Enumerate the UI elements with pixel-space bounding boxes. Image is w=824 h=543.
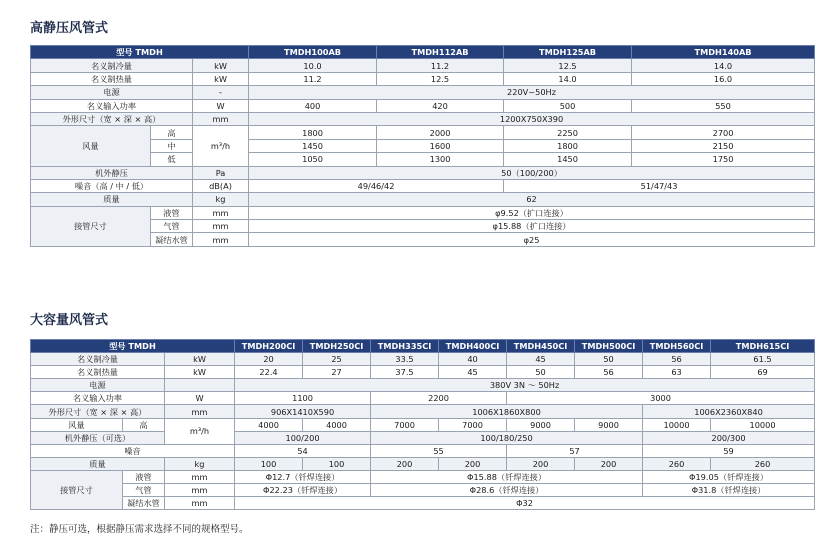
table-cell: 20: [235, 353, 303, 366]
table-cell: 1006X1860X800: [371, 405, 643, 418]
table-cell: Φ28.6（钎焊连接）: [371, 484, 643, 497]
footnote: 注：静压可选，根据静压需求选择不同的规格型号。: [30, 524, 249, 535]
table-cell: 45: [507, 353, 575, 366]
table-cell: 9000: [575, 418, 643, 431]
model-header: TMDH125AB: [504, 46, 632, 59]
table-cell: 1450: [249, 139, 377, 152]
row-label: 机外静压: [31, 166, 193, 179]
table-cell: 100: [235, 457, 303, 470]
model-header: TMDH615CI: [711, 340, 815, 353]
row-label: 质量: [31, 457, 165, 470]
row-unit: kW: [165, 366, 235, 379]
row-unit: mm: [193, 112, 249, 125]
table-cell: 7000: [439, 418, 507, 431]
table-cell: 400: [249, 99, 377, 112]
table-cell: 25: [303, 353, 371, 366]
table-cell: 2000: [377, 126, 504, 139]
table-cell: 12.5: [504, 59, 632, 72]
table-row: [31, 379, 815, 392]
row-unit: m³/h: [165, 418, 235, 444]
row-unit: mm: [165, 405, 235, 418]
table-cell: 12.5: [377, 72, 504, 85]
row-label: 机外静压（可选）: [31, 431, 165, 444]
table-row: [31, 353, 815, 366]
table-cell: Φ15.88（钎焊连接）: [371, 470, 643, 483]
model-header: TMDH400CI: [439, 340, 507, 353]
table-cell: 1800: [504, 139, 632, 152]
table-row: [31, 470, 815, 483]
row-label: 电源: [31, 86, 193, 99]
table-cell: 37.5: [371, 366, 439, 379]
table-cell: 11.2: [377, 59, 504, 72]
table-row: [31, 418, 815, 431]
row-sublabel: 凝结水管: [151, 233, 193, 246]
table-row: [31, 166, 815, 179]
row-label: 风量: [31, 418, 123, 431]
table-cell: 1450: [504, 153, 632, 166]
table-cell: 2250: [504, 126, 632, 139]
row-sublabel: 液管: [123, 470, 165, 483]
row-label: 接管尺寸: [31, 470, 123, 509]
table-row: [31, 59, 815, 72]
table-cell: Φ22.23（钎焊连接）: [235, 484, 371, 497]
row-unit: mm: [165, 484, 235, 497]
table-cell: 59: [643, 444, 815, 457]
row-label: 名义制冷量: [31, 59, 193, 72]
row-unit: dB(A): [193, 179, 249, 192]
model-header: TMDH140AB: [632, 46, 815, 59]
row-sublabel: 气管: [123, 484, 165, 497]
table-cell: 51/47/43: [504, 179, 815, 192]
table-cell: 500: [504, 99, 632, 112]
table-cell: 69: [711, 366, 815, 379]
table-cell: 50: [507, 366, 575, 379]
table-cell: 10.0: [249, 59, 377, 72]
section-title-high-static: 高静压风管式: [30, 21, 109, 36]
table-cell: 550: [632, 99, 815, 112]
table-row: [31, 86, 815, 99]
table-cell: 1600: [377, 139, 504, 152]
table-cell: 61.5: [711, 353, 815, 366]
table-cell: 100/200: [235, 431, 371, 444]
table-cell: 50（100/200）: [249, 166, 815, 179]
table-row: [31, 497, 815, 510]
table-cell: 3000: [507, 392, 815, 405]
table-cell: 420: [377, 99, 504, 112]
model-header: TMDH250CI: [303, 340, 371, 353]
row-unit: Pa: [193, 166, 249, 179]
row-label: 质量: [31, 193, 193, 206]
table-cell: 4000: [303, 418, 371, 431]
table-cell: 1200X750X390: [249, 112, 815, 125]
row-sublabel: 凝结水管: [123, 497, 165, 510]
table-cell: 1800: [249, 126, 377, 139]
row-label: 名义制热量: [31, 366, 165, 379]
row-unit: kW: [193, 59, 249, 72]
row-unit: kW: [193, 72, 249, 85]
row-unit: -: [193, 86, 249, 99]
table-cell: 49/46/42: [249, 179, 504, 192]
table-cell: φ25: [249, 233, 815, 246]
table-cell: 27: [303, 366, 371, 379]
row-label: 名义制冷量: [31, 353, 165, 366]
table-cell: 1300: [377, 153, 504, 166]
row-sublabel: 气管: [151, 220, 193, 233]
table-cell: Φ12.7（钎焊连接）: [235, 470, 371, 483]
row-label: 接管尺寸: [31, 206, 151, 246]
table-cell: 380V 3N ～ 50Hz: [235, 379, 815, 392]
table-header-row: [31, 340, 815, 353]
table-row: [31, 405, 815, 418]
table-row: [31, 99, 815, 112]
table-cell: 45: [439, 366, 507, 379]
table-cell: 200/300: [643, 431, 815, 444]
table-row: [31, 366, 815, 379]
table-cell: 1050: [249, 153, 377, 166]
table-cell: Φ19.05（钎焊连接）: [643, 470, 815, 483]
table-cell: 50: [575, 353, 643, 366]
table-cell: φ15.88（扩口连接）: [249, 220, 815, 233]
table-cell: 55: [371, 444, 507, 457]
row-unit: mm: [193, 206, 249, 219]
row-sublabel: 中: [151, 139, 193, 152]
table-cell: 22.4: [235, 366, 303, 379]
row-unit: W: [193, 99, 249, 112]
row-unit: mm: [165, 470, 235, 483]
model-header: TMDH450CI: [507, 340, 575, 353]
row-sublabel: 高: [151, 126, 193, 139]
row-label: 外形尺寸（宽 × 深 × 高）: [31, 405, 165, 418]
table-cell: 200: [439, 457, 507, 470]
table-cell: 54: [235, 444, 371, 457]
table-cell: 10000: [711, 418, 815, 431]
table-row: [31, 126, 815, 139]
table-cell: 16.0: [632, 72, 815, 85]
row-unit: mm: [193, 233, 249, 246]
row-unit: m³/h: [193, 126, 249, 166]
table-cell: 2700: [632, 126, 815, 139]
row-label: 噪音（高 / 中 / 低）: [31, 179, 193, 192]
spec-table-high-static: [30, 45, 815, 247]
table-cell: 40: [439, 353, 507, 366]
model-header: TMDH100AB: [249, 46, 377, 59]
row-unit: kg: [193, 193, 249, 206]
table-cell: 57: [507, 444, 643, 457]
table-row: [31, 484, 815, 497]
model-header-label: 型号 TMDH: [31, 46, 249, 59]
table-cell: 2150: [632, 139, 815, 152]
table-cell: φ9.52（扩口连接）: [249, 206, 815, 219]
row-label: 名义输入功率: [31, 99, 193, 112]
table-cell: 200: [371, 457, 439, 470]
row-label: 外形尺寸（宽 × 深 × 高）: [31, 112, 193, 125]
table-cell: 1750: [632, 153, 815, 166]
table-cell: 62: [249, 193, 815, 206]
table-cell: 200: [507, 457, 575, 470]
row-sublabel: 高: [123, 418, 165, 431]
table-cell: 100: [303, 457, 371, 470]
table-cell: Φ31.8（钎焊连接）: [643, 484, 815, 497]
model-header: TMDH335CI: [371, 340, 439, 353]
table-cell: 1006X2360X840: [643, 405, 815, 418]
table-cell: Φ32: [235, 497, 815, 510]
table-cell: 260: [643, 457, 711, 470]
spec-table-large-capacity: [30, 339, 815, 510]
table-row: [31, 112, 815, 125]
table-row: [31, 193, 815, 206]
table-cell: 56: [643, 353, 711, 366]
table-cell: 906X1410X590: [235, 405, 371, 418]
row-label: 噪音: [31, 444, 235, 457]
row-label: 风量: [31, 126, 151, 166]
row-sublabel: 低: [151, 153, 193, 166]
table-row: [31, 444, 815, 457]
table-cell: 56: [575, 366, 643, 379]
model-header: TMDH500CI: [575, 340, 643, 353]
table-cell: 14.0: [632, 59, 815, 72]
section-title-large-capacity: 大容量风管式: [30, 313, 109, 328]
table-row: [31, 431, 815, 444]
row-label: 名义制热量: [31, 72, 193, 85]
table-cell: 1100: [235, 392, 371, 405]
row-unit: kg: [165, 457, 235, 470]
table-cell: 200: [575, 457, 643, 470]
row-unit: kW: [165, 353, 235, 366]
table-cell: 10000: [643, 418, 711, 431]
row-sublabel: 液管: [151, 206, 193, 219]
table-cell: 100/180/250: [371, 431, 643, 444]
table-cell: 4000: [235, 418, 303, 431]
model-header: TMDH200CI: [235, 340, 303, 353]
table-cell: 14.0: [504, 72, 632, 85]
table-cell: 2200: [371, 392, 507, 405]
model-header: TMDH560CI: [643, 340, 711, 353]
row-unit: mm: [193, 220, 249, 233]
row-label: 名义输入功率: [31, 392, 165, 405]
model-header-label: 型号 TMDH: [31, 340, 235, 353]
row-label: 电源: [31, 379, 165, 392]
table-row: [31, 179, 815, 192]
table-cell: 63: [643, 366, 711, 379]
table-row: [31, 392, 815, 405]
model-header: TMDH112AB: [377, 46, 504, 59]
table-cell: 9000: [507, 418, 575, 431]
row-unit: mm: [165, 497, 235, 510]
table-cell: 7000: [371, 418, 439, 431]
table-row: [31, 72, 815, 85]
row-unit: W: [165, 392, 235, 405]
table-row: [31, 206, 815, 219]
table-row: [31, 457, 815, 470]
table-header-row: [31, 46, 815, 59]
table-cell: 33.5: [371, 353, 439, 366]
row-unit: [165, 379, 235, 392]
table-cell: 11.2: [249, 72, 377, 85]
table-cell: 260: [711, 457, 815, 470]
table-cell: 220V~50Hz: [249, 86, 815, 99]
